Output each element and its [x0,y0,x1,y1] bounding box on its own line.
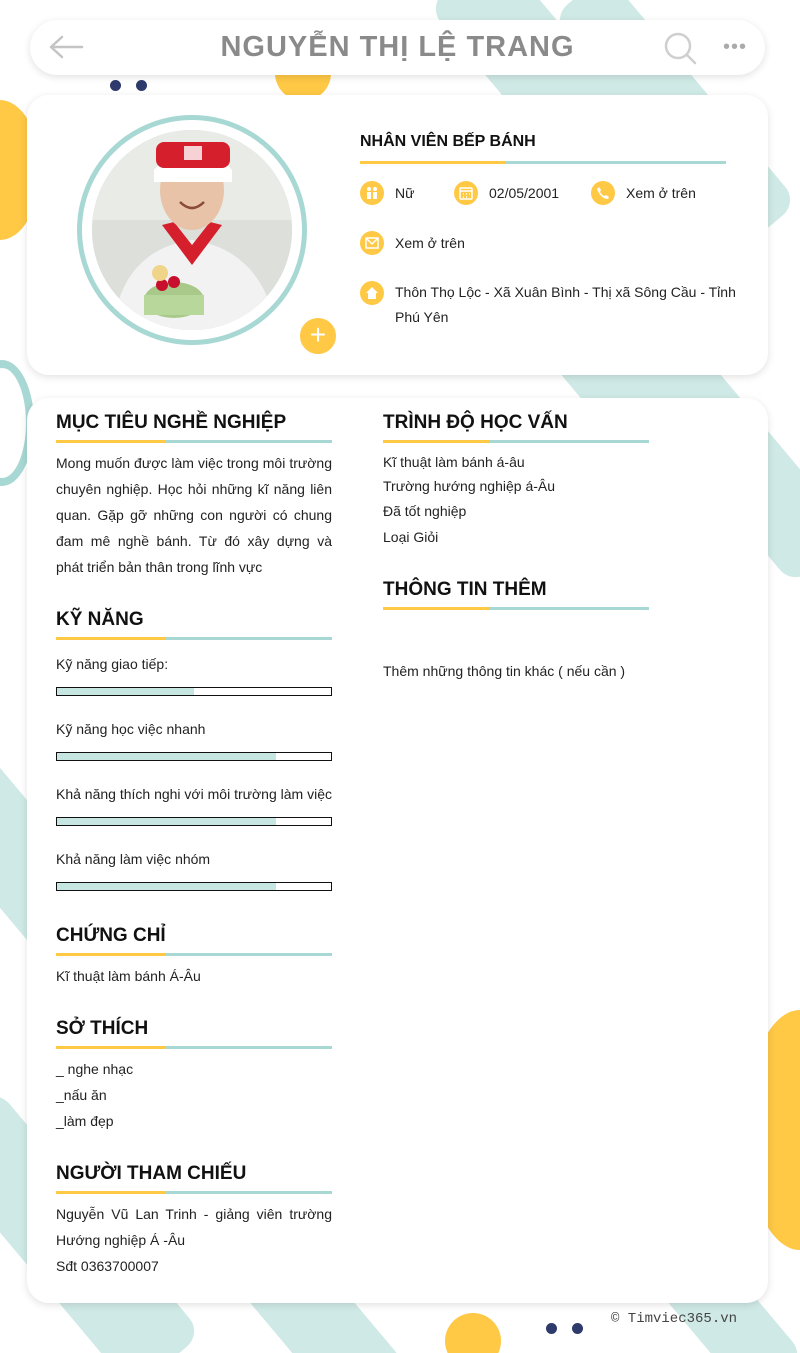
reference-line-1: Nguyễn Vũ Lan Trinh - giảng viên trường [56,1206,332,1222]
skill-bar-fill [57,753,276,760]
page-title: NGUYỄN THỊ LỆ TRANG [220,31,575,63]
objective-underline [56,440,332,443]
hobby-item: _làm đẹp [56,1113,114,1129]
skill-bar [56,882,332,891]
gender-icon [360,181,384,205]
hobby-item: _nấu ăn [56,1087,107,1103]
objective-text: Mong muốn được làm việc trong môi trường chuyên nghiệp. Học hỏi những kĩ năng liên quan. Gặp gỡ những con người có chung đam mê nghề bánh. Từ đó xây dựng và phát triển bản thân trong lĩnh vực [56,455,332,575]
avatar-frame [77,115,327,350]
phone-value: Xem ở trên [626,185,696,201]
skill-bar-fill [57,883,276,890]
copyright-text: © Timviec365.vn [611,1311,738,1327]
resume-body-card [27,398,768,1303]
hobbies-underline [56,1046,332,1049]
skill-bar [56,817,332,826]
email-value: Xem ở trên [395,235,465,251]
skills-underline [56,637,332,640]
hobby-item: _ nghe nhạc [56,1061,134,1077]
address-row [360,281,736,330]
address-line-1: Thôn Thọ Lộc - Xã Xuân Bình - Thị xã Sông Cầu - Tỉnh [395,284,736,300]
home-icon [360,281,384,305]
references-underline [56,1191,332,1194]
skill-bar-fill [57,688,194,695]
chef-photo-icon [92,130,292,330]
reference-line-2: Hướng nghiệp Á -Âu [56,1232,186,1248]
skill-bar [56,687,332,696]
email-row [360,231,465,255]
gender-row [360,181,414,205]
education-title: TRÌNH ĐỘ HỌC VẤN [383,412,568,433]
phone-icon [591,181,615,205]
more-options-icon[interactable]: ••• [723,36,748,58]
add-photo-button[interactable]: + [298,316,338,356]
extra-info-underline [383,607,649,610]
skill-label: Kỹ năng học việc nhanh [56,721,206,737]
back-arrow-icon[interactable] [48,34,84,60]
education-underline [383,440,649,443]
extra-info-title: THÔNG TIN THÊM [383,579,547,600]
avatar [92,130,292,330]
job-title: NHÂN VIÊN BẾP BÁNH [360,133,536,150]
references-title: NGƯỜI THAM CHIẾU [56,1163,247,1184]
reference-phone: Sđt 0363700007 [56,1258,159,1274]
education-item: Loại Giỏi [383,529,439,545]
hobbies-title: SỞ THÍCH [56,1018,149,1039]
skills-title: KỸ NĂNG [56,609,144,630]
phone-row [591,181,696,205]
certificate-item: Kĩ thuật làm bánh Á-Âu [56,968,201,984]
title-bar [30,20,765,75]
skill-bar [56,752,332,761]
certificates-underline [56,953,332,956]
birthdate-value: 02/05/2001 [489,185,560,201]
birthdate-row [454,181,559,205]
skill-bar-fill [57,818,276,825]
skill-label: Khả năng thích nghi với môi trường làm việc [56,786,332,802]
email-icon [360,231,384,255]
address-line-2: Phú Yên [395,309,449,325]
extra-info-text: Thêm những thông tin khác ( nếu cần ) [383,663,626,679]
skill-label: Khả năng làm việc nhóm [56,851,211,867]
education-item: Kĩ thuật làm bánh á-âu [383,454,525,470]
objective-title: MỤC TIÊU NGHỀ NGHIỆP [56,412,287,433]
gender-value: Nữ [395,185,415,201]
profile-card [27,95,768,375]
certificates-title: CHỨNG CHỈ [56,925,166,946]
job-title-underline [360,161,726,164]
skill-label: Kỹ năng giao tiếp: [56,656,169,672]
search-icon[interactable] [663,31,697,65]
education-item: Đã tốt nghiệp [383,503,467,519]
education-item: Trường hướng nghiệp á-Âu [383,478,556,494]
calendar-icon [454,181,478,205]
